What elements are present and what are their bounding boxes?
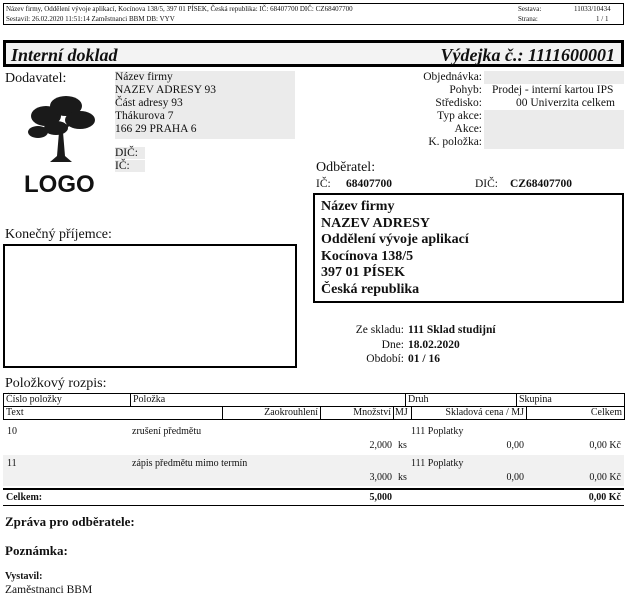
customer-address-line: Název firmy (321, 199, 395, 214)
customer-dic-value: CZ68407700 (510, 178, 572, 190)
info-label: K. položka: (428, 136, 482, 148)
info-row (360, 97, 624, 110)
col-header-text: Text (6, 407, 24, 418)
info-label: Pohyb: (449, 84, 482, 96)
page-value: 1 / 1 (596, 15, 609, 23)
info-value: Prodej - interní kartou IPS (492, 84, 614, 96)
supplier-line: 166 29 PRAHA 6 (115, 123, 197, 135)
warehouse-from-value: 111 Sklad studijní (408, 324, 496, 336)
col-header-price: Skladová cena / MJ (445, 407, 524, 418)
customer-dic-label: DIČ: (475, 178, 498, 190)
col-header-item-no: Číslo položky (6, 394, 62, 405)
row-item-unit: ks (398, 472, 407, 483)
supplier-line: NAZEV ADRESY 93 (115, 84, 216, 96)
col-header-item: Položka (133, 394, 166, 405)
supplier-address (115, 71, 295, 139)
row-item-no: 11 (7, 458, 17, 469)
period-label: Období: (366, 353, 404, 365)
row-item-kind: 111 Poplatky (411, 426, 464, 437)
col-header-group: Skupina (519, 394, 552, 405)
col-header-unit: MJ (395, 407, 408, 418)
document-number: Výdejka č.: 1111600001 (440, 45, 615, 65)
company-line: Název firmy, Oddělení vývoje aplikací, Kocínova 138/5, 397 01 PÍSEK, Česká republika: IČ: 68407700 DIČ: CZ68407700 (6, 5, 353, 13)
info-row (360, 136, 624, 149)
col-header-total: Celkem (590, 407, 622, 418)
customer-address-line: Kocínova 138/5 (321, 248, 414, 264)
info-row (360, 110, 624, 123)
customer-address-box (313, 193, 624, 303)
row-item-unit: ks (398, 440, 407, 451)
row-item-price: 0,00 (506, 440, 524, 451)
customer-address-line: 397 01 PÍSEK (321, 265, 406, 280)
row-item-total: 0,00 Kč (589, 440, 621, 451)
customer-ic-label: IČ: (316, 178, 331, 190)
info-value (484, 123, 624, 136)
logo-text: LOGO (24, 171, 95, 198)
supplier-dic-label: DIČ: (115, 147, 145, 159)
note-label: Poznámka: (5, 543, 68, 558)
issued-by: Zaměstnanci BBM (5, 584, 93, 596)
info-value: 00 Univerzita celkem (516, 97, 615, 109)
supplier-line: Název firmy (115, 71, 173, 83)
row-item-total: 0,00 Kč (589, 472, 621, 483)
message-label: Zpráva pro odběratele: (5, 514, 135, 529)
supplier-line: Část adresy 93 (115, 97, 183, 109)
customer-address-line: Česká republika (321, 281, 420, 297)
table-row (3, 455, 624, 486)
customer-address-line: Oddělení vývoje aplikací (321, 232, 469, 247)
info-row (360, 123, 624, 136)
row-item-kind: 111 Poplatky (411, 458, 464, 469)
row-item-name: zápis předmětu mimo termín (132, 458, 248, 469)
info-label: Typ akce: (437, 110, 482, 122)
row-item-qty: 3,000 (369, 472, 392, 483)
sum-label: Celkem: (6, 492, 43, 503)
sum-total: 0,00 Kč (588, 492, 621, 503)
supplier-label: Dodavatel: (5, 71, 67, 86)
customer-address-line: NAZEV ADRESY (321, 215, 431, 231)
report-label: Sestava: (518, 5, 542, 13)
customer-ic-value: 68407700 (346, 178, 392, 190)
supplier-ic-label: IČ: (115, 160, 145, 172)
info-value (484, 110, 624, 123)
info-label: Akce: (454, 123, 482, 135)
info-value (484, 136, 624, 149)
row-item-no: 10 (7, 426, 17, 437)
issued-label: Vystavil: (5, 571, 43, 582)
col-header-qty: Množství (353, 407, 391, 418)
col-header-kind: Druh (408, 394, 429, 405)
report-value: 11033/10434 (574, 5, 611, 13)
info-row (360, 84, 624, 97)
info-value (484, 71, 624, 84)
period-value: 01 / 16 (408, 353, 440, 365)
recipient-label: Konečný příjemce: (5, 227, 112, 242)
info-label: Středisko: (435, 97, 482, 109)
info-block (360, 71, 624, 149)
info-row (360, 71, 624, 84)
warehouse-from-label: Ze skladu: (355, 324, 404, 336)
row-item-qty: 2,000 (369, 440, 392, 451)
row-item-price: 0,00 (506, 472, 524, 483)
row-item-name: zrušení předmětu (132, 426, 202, 437)
sum-qty: 5,000 (369, 492, 392, 503)
date-label: Dne: (381, 339, 404, 351)
items-section-label: Položkový rozpis: (5, 376, 107, 391)
document-type: Interní doklad (11, 45, 118, 65)
table-row (3, 424, 624, 452)
recipient-box (3, 244, 297, 368)
date-value: 18.02.2020 (408, 339, 460, 351)
page-label: Strana: (518, 15, 538, 23)
tree-logo-icon (22, 92, 102, 170)
customer-label: Odběratel: (316, 160, 376, 175)
info-label: Objednávka: (423, 71, 482, 83)
col-header-rounded: Zaokrouhlení (264, 407, 318, 418)
document-title-bar (3, 40, 624, 67)
compiled-line: Sestavil: 26.02.2020 11:51:14 Zaměstnanci BBM DB: VYV (6, 15, 175, 23)
report-header (3, 3, 624, 25)
supplier-line: Thákurova 7 (115, 110, 174, 122)
